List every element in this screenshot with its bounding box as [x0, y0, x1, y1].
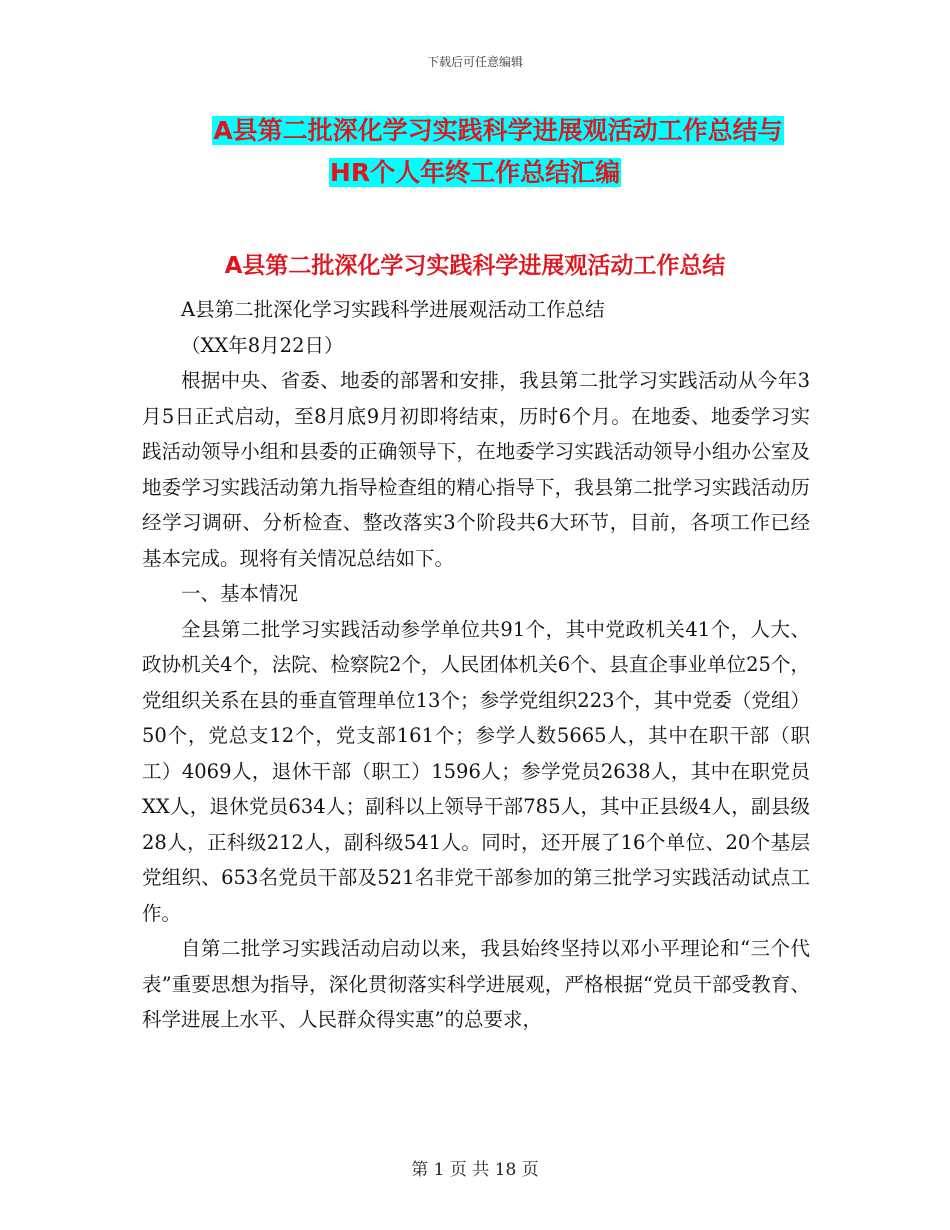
paragraph-statistics: 全县第二批学习实践活动参学单位共91个，其中党政机关41个，人大、政协机关4个，法院、检察院2个，人民团体机关6个、县直企事业单位25个，党组织关系在县的垂直管理单位13个；参学党组织223个，其中党委（党组）50个，党总支12个，党支部161个；参学人数5665人，其中在职干部（职工）4069人，退休干部（职工）1596人；参学党员2638人，其中在职党员XX人，退休党员634人；副科以上领导干部785人，其中正县级4人，副县级28人，正科级212人，副科级541人。同时，还开展了16个单位、20个基层党组织、653名党员干部及521名非党干部参加的第三批学习实践活动试点工作。: [142, 617, 810, 925]
heading-basic-situation: 一、基本情况: [181, 582, 299, 605]
paragraph-subtitle: A县第二批深化学习实践科学进展观活动工作总结: [181, 298, 605, 321]
document-title-line-1: [0, 111, 950, 151]
document-title-line-2: [0, 153, 950, 193]
page-footer: 第 1 页 共 18 页: [411, 1160, 539, 1180]
title-highlight-1: A县第二批深化学习实践科学进展观活动工作总结与: [213, 116, 783, 145]
paragraph-intro: 根据中央、省委、地委的部署和安排，我县第二批学习实践活动从今年3月5日正式启动，至8月底9月初即将结束，历时6个月。在地委、地委学习实践活动领导小组和县委的正确领导下，在地委学习实践活动领导小组办公室及地委学习实践活动第九指导检查组的精心指导下，我县第二批学习实践活动历经学习调研、分析检查、整改落实3个阶段共6大环节，目前，各项工作已经基本完成。现将有关情况总结如下。: [142, 369, 810, 570]
header-note: 下载后可任意编辑: [426, 55, 523, 69]
title-highlight-2: HR个人年终工作总结汇编: [329, 158, 621, 187]
document-body: [142, 292, 810, 1038]
section-title: A县第二批深化学习实践科学进展观活动工作总结: [224, 253, 726, 279]
paragraph-date: （XX年8月22日）: [181, 333, 344, 357]
paragraph-guidance: 自第二批学习实践活动启动以来，我县始终坚持以邓小平理论和“三个代表”重要思想为指导，深化贯彻落实科学进展观，严格根据“党员干部受教育、科学进展上水平、人民群众得实惠”的总要求，: [142, 937, 810, 1031]
